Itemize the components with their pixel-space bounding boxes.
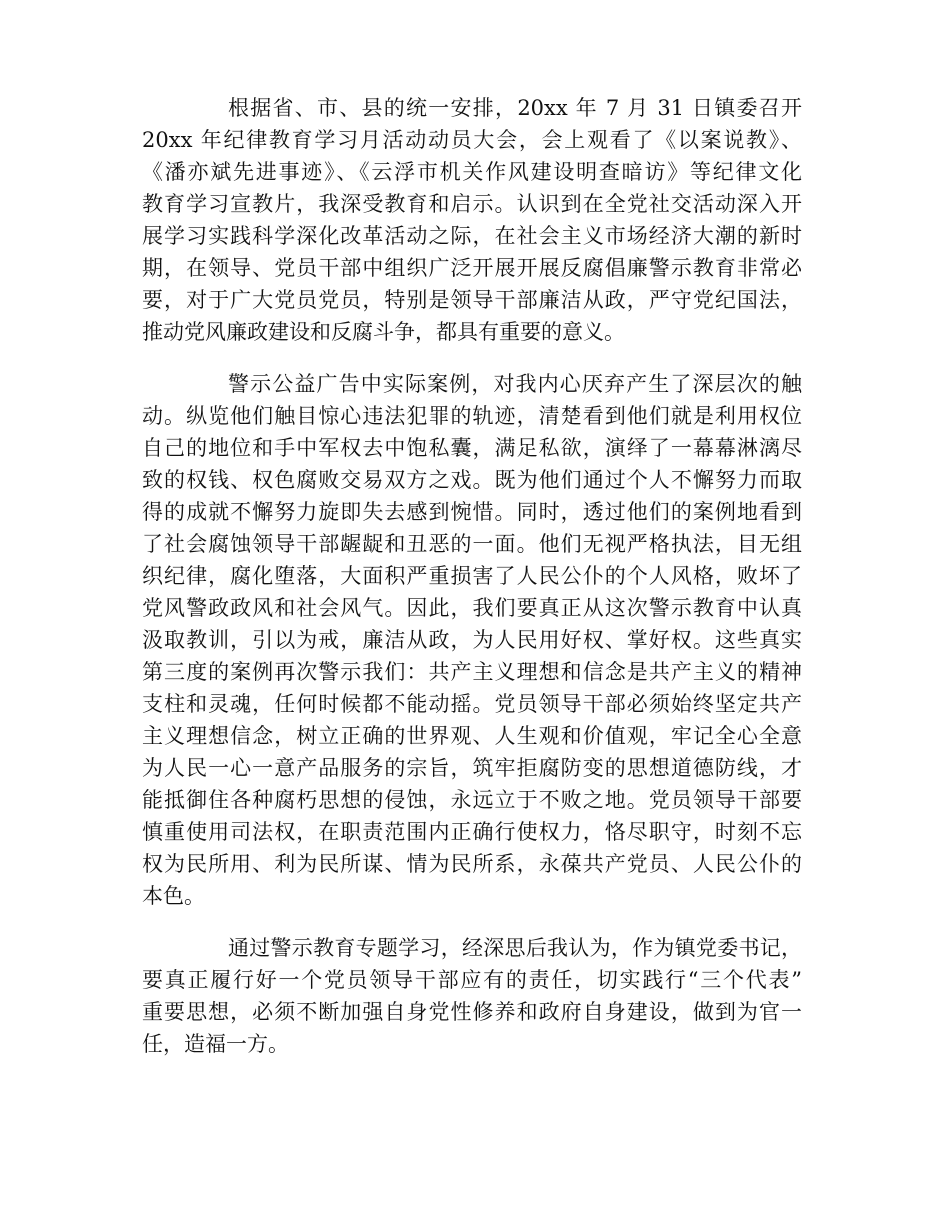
text-line: 主义理想信念，树立正确的世界观、人生观和价值观，牢记全心全意 <box>142 724 802 748</box>
text-line: 期，在领导、党员干部中组织广泛开展开展反腐倡廉警示教育非常必 <box>142 256 802 280</box>
text-line: 推动党风廉政建设和反腐斗争，都具有重要的意义。 <box>142 320 625 344</box>
text-line: 能抵御住各种腐朽思想的侵蚀，永远立于不败之地。党员领导干部要 <box>142 788 802 812</box>
text-line: 要真正履行好一个党员领导干部应有的责任，切实践行“三个代表” <box>142 968 802 992</box>
text-line: 汲取教训，引以为戒，廉洁从政，为人民用好权、掌好权。这些真实 <box>142 628 802 652</box>
text-line: 得的成就不懈努力旋即失去感到惋惜。同时，透过他们的案例地看到 <box>142 500 802 524</box>
text-line: 了社会腐蚀领导干部龌龊和丑恶的一面。他们无视严格执法，目无组 <box>142 532 802 556</box>
text-line: 支柱和灵魂，任何时候都不能动摇。党员领导干部必须始终坚定共产 <box>142 692 802 716</box>
paragraph-2 <box>142 368 802 912</box>
text-line: 本色。 <box>142 884 205 908</box>
paragraph-3 <box>142 932 802 1060</box>
text-line: 任，造福一方。 <box>142 1032 289 1056</box>
paragraph-1 <box>142 92 802 348</box>
text-line: 自己的地位和手中军权去中饱私囊，满足私欲，演绎了一幕幕淋漓尽 <box>142 436 802 460</box>
text-line: 权为民所用、利为民所谋、情为民所系，永葆共产党员、人民公仆的 <box>142 852 802 876</box>
text-line: 重要思想，必须不断加强自身党性修养和政府自身建设，做到为官一 <box>142 1000 802 1024</box>
text-line: 教育学习宣教片，我深受教育和启示。认识到在全党社交活动深入开 <box>142 192 802 216</box>
text-line: 党风警政政风和社会风气。因此，我们要真正从这次警示教育中认真 <box>142 596 802 620</box>
text-line: 致的权钱、权色腐败交易双方之戏。既为他们通过个人不懈努力而取 <box>142 468 802 492</box>
text-line: 为人民一心一意产品服务的宗旨，筑牢拒腐防变的思想道德防线，才 <box>142 756 802 780</box>
text-line: 动。纵览他们触目惊心违法犯罪的轨迹，清楚看到他们就是利用权位 <box>142 404 802 428</box>
text-line: 织纪律，腐化堕落，大面积严重损害了人民公仆的个人风格，败坏了 <box>142 564 802 588</box>
text-line: 慎重使用司法权，在职责范围内正确行使权力，恪尽职守，时刻不忘 <box>142 820 802 844</box>
text-line: 要，对于广大党员党员，特别是领导干部廉洁从政，严守党纪国法， <box>142 288 802 312</box>
text-line: 警示公益广告中实际案例，对我内心厌弃产生了深层次的触 <box>228 372 802 396</box>
text-line: 通过警示教育专题学习，经深思后我认为，作为镇党委书记， <box>228 936 802 960</box>
text-line: 第三度的案例再次警示我们：共产主义理想和信念是共产主义的精神 <box>142 660 802 684</box>
document-body <box>142 92 802 1060</box>
text-line: 《潘亦斌先进事迹》、《云浮市机关作风建设明查暗访》等纪律文化 <box>142 160 802 184</box>
text-line: 根据省、市、县的统一安排，20xx 年 7 月 31 日镇委召开 <box>228 96 802 120</box>
text-line: 20xx 年纪律教育学习月活动动员大会，会上观看了《以案说教》、 <box>142 128 802 152</box>
text-line: 展学习实践科学深化改革活动之际，在社会主义市场经济大潮的新时 <box>142 224 802 248</box>
